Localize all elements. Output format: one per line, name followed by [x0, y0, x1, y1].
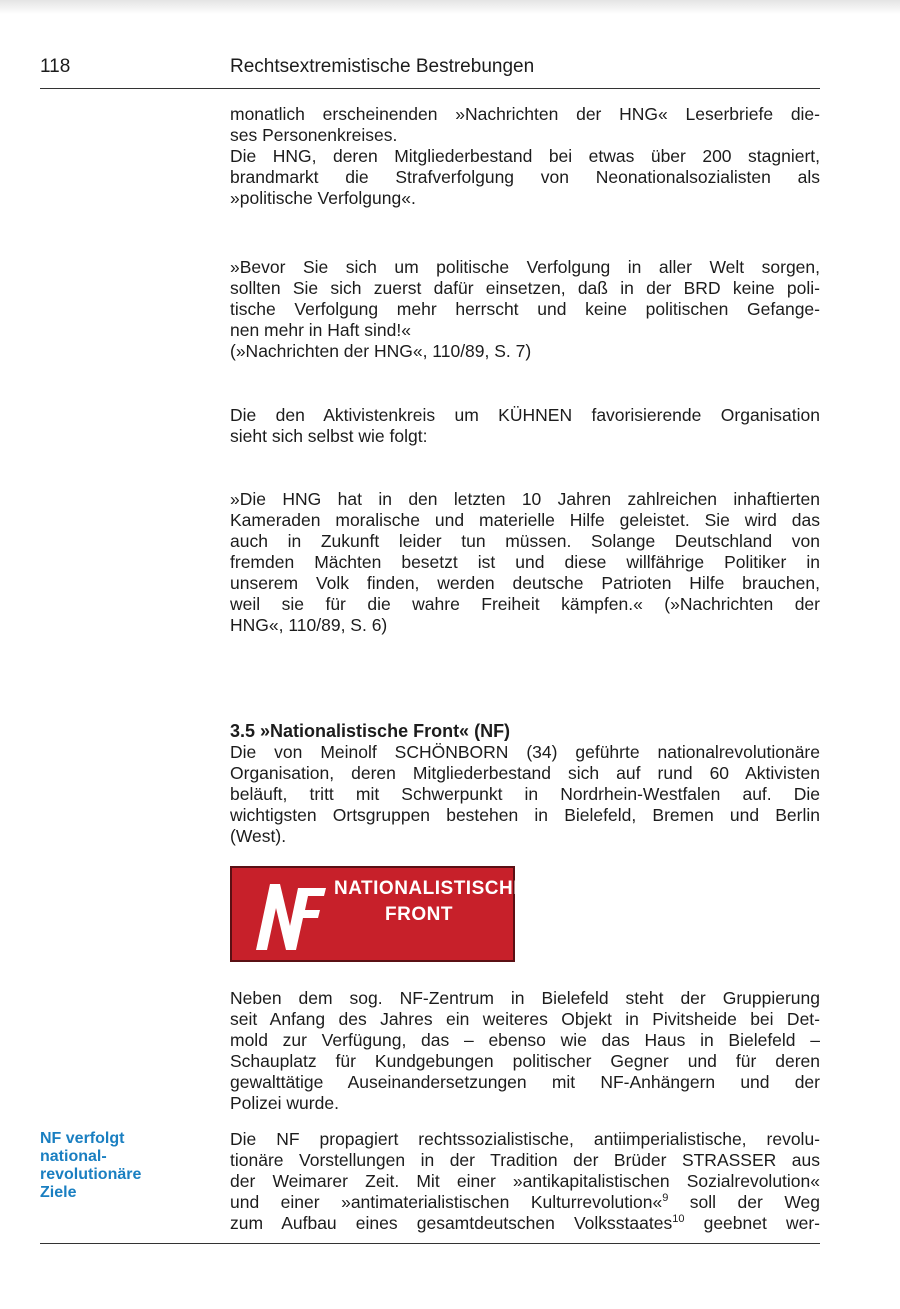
- text-line: Kameraden moralische und materielle Hilfe geleistet. Sie wird das: [230, 510, 820, 530]
- text-line: [230, 1213, 820, 1234]
- paragraph-nf-intro: [230, 742, 820, 847]
- logo-title-line1: NATIONALISTISCHE: [334, 878, 527, 899]
- text-fragment: und einer »antimaterialistischen Kulturrevolution«: [230, 1192, 663, 1212]
- section-heading: 3.5 »Nationalistische Front« (NF): [230, 721, 511, 741]
- text-line: wichtigsten Ortsgruppen bestehen in Bielefeld, Bremen und Berlin: [230, 805, 820, 825]
- text-line: monatlich erscheinenden »Nachrichten der HNG« Leserbriefe die-: [230, 104, 820, 124]
- text-line: (West).: [230, 826, 287, 846]
- text-line: seit Anfang des Jahres ein weiteres Objekt in Pivitsheide bei Det-: [230, 1009, 820, 1029]
- paragraph-hng-membership: [230, 146, 820, 209]
- text-line: weil sie für die wahre Freiheit kämpfen.« (»Nachrichten der: [230, 594, 820, 614]
- nf-monogram-icon: [250, 878, 330, 952]
- text-line: mold zur Verfügung, das – ebenso wie das Haus in Bielefeld –: [230, 1030, 820, 1050]
- text-line: brandmarkt die Strafverfolgung von Neonationalsozialisten als: [230, 167, 820, 187]
- quote-source: (»Nachrichten der HNG«, 110/89, S. 7): [230, 341, 532, 361]
- text-line: »Die HNG hat in den letzten 10 Jahren zahlreichen inhaftierten: [230, 489, 820, 509]
- text-line: tische Verfolgung mehr herrscht und keine politischen Gefange-: [230, 299, 820, 319]
- page-number: 118: [40, 56, 71, 77]
- text-line: Polizei wurde.: [230, 1093, 339, 1113]
- margin-note-line: revolutionäre: [40, 1166, 142, 1183]
- logo-title-line2: FRONT: [385, 904, 453, 925]
- footnote-marker-9: 9: [662, 1192, 669, 1205]
- text-line: der Weimarer Zeit. Mit einer »antikapitalistischen Sozialrevolution«: [230, 1171, 820, 1191]
- margin-note: [40, 1130, 190, 1202]
- running-title: Rechtsextremistische Bestrebungen: [230, 56, 535, 77]
- text-line: Neben dem sog. NF-Zentrum in Bielefeld steht der Gruppierung: [230, 988, 820, 1008]
- margin-note-line: NF verfolgt: [40, 1130, 125, 1147]
- quote-hng-2: [230, 489, 820, 636]
- text-line: Die HNG, deren Mitgliederbestand bei etwas über 200 stagniert,: [230, 146, 820, 166]
- text-line: ses Personenkreises.: [230, 125, 398, 145]
- text-line: auch in Zukunft leider tun müssen. Solange Deutschland von: [230, 531, 820, 551]
- footer-rule: [40, 1243, 820, 1244]
- text-line: sollten Sie sich zuerst dafür einsetzen, daß in der BRD keine poli-: [230, 278, 820, 298]
- text-fragment: zum Aufbau eines gesamtdeutschen Volksstaates: [230, 1213, 673, 1233]
- text-line: Die NF propagiert rechtssozialistische, antiimperialistische, revolu-: [230, 1129, 820, 1149]
- margin-note-line: Ziele: [40, 1184, 77, 1201]
- text-line: beläuft, tritt mit Schwerpunkt in Nordrhein-Westfalen auf. Die: [230, 784, 820, 804]
- text-fragment: geebnet wer-: [684, 1213, 820, 1233]
- paragraph-nf-centre: [230, 988, 820, 1114]
- text-line: fremden Mächten besetzt ist und diese willfährige Politiker in: [230, 552, 820, 572]
- text-line: tionäre Vorstellungen in der Tradition der Brüder STRASSER aus: [230, 1150, 820, 1170]
- text-line: Schauplatz für Kundgebungen politischer Gegner und für deren: [230, 1051, 820, 1071]
- header-rule: [40, 88, 820, 89]
- text-line: nen mehr in Haft sind!«: [230, 320, 411, 340]
- paragraph-intro: [230, 104, 820, 146]
- paragraph-nf-ideology: [230, 1129, 820, 1234]
- text-fragment: soll der Weg: [668, 1192, 820, 1212]
- text-line: gewalttätige Auseinandersetzungen mit NF-Anhängern und der: [230, 1072, 820, 1092]
- text-line: Die den Aktivistenkreis um KÜHNEN favorisierende Organisation: [230, 405, 820, 425]
- text-line: »politische Verfolgung«.: [230, 188, 416, 208]
- footnote-marker-10: 10: [672, 1213, 685, 1226]
- margin-note-line: national-: [40, 1148, 107, 1165]
- text-line: HNG«, 110/89, S. 6): [230, 615, 388, 635]
- text-line: sieht sich selbst wie folgt:: [230, 426, 428, 446]
- text-line: Organisation, deren Mitgliederbestand sich auf rund 60 Aktivisten: [230, 763, 820, 783]
- text-line: unserem Volk finden, werden deutsche Patrioten Hilfe brauchen,: [230, 573, 820, 593]
- paragraph-kuehnen: [230, 405, 820, 447]
- text-line: »Bevor Sie sich um politische Verfolgung in aller Welt sorgen,: [230, 257, 820, 277]
- text-line: [230, 1192, 820, 1213]
- nf-logo: [230, 866, 527, 962]
- quote-hng-1: [230, 257, 820, 362]
- page-top-shade: [0, 0, 900, 14]
- text-line: Die von Meinolf SCHÖNBORN (34) geführte nationalrevolutionäre: [230, 742, 820, 762]
